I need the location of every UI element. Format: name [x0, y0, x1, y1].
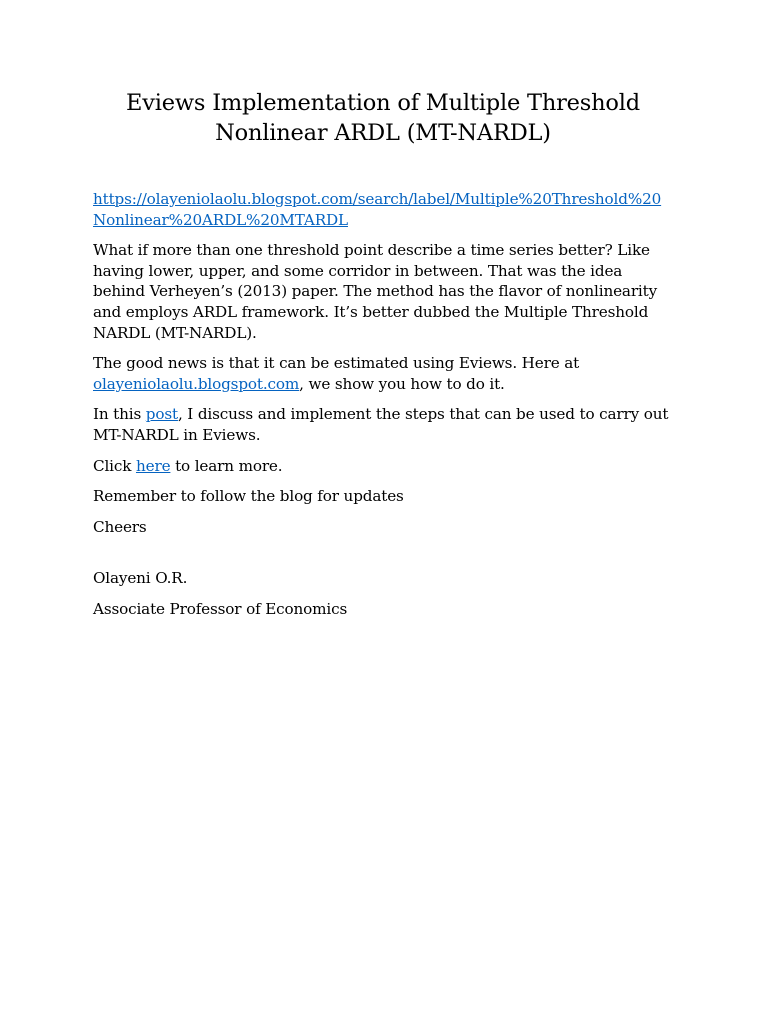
signature-name: Olayeni O.R.: [93, 568, 188, 587]
paragraph-cheers: Cheers: [93, 517, 147, 536]
blog-home-link[interactable]: olayeniolaolu.blogspot.com: [93, 374, 300, 393]
paragraph-post-after: , I discuss and implement the steps that can be used to carry out MT-NARDL in Eviews.: [93, 405, 669, 444]
paragraph-good-news: [93, 353, 673, 394]
signature-title: Associate Professor of Economics: [93, 599, 348, 618]
document-title: Eviews Implementation of Multiple Threshold Nonlinear ARDL (MT-NARDL): [126, 90, 640, 146]
paragraph-click-before: Click: [93, 456, 136, 475]
paragraph-click: [93, 456, 673, 477]
blog-url-link[interactable]: https://olayeniolaolu.blogspot.com/search/label/Multiple%20Threshold%20Nonlinear%20ARDL%20MTARDL: [93, 190, 662, 229]
paragraph-click-after: to learn more.: [170, 456, 283, 475]
blank-line: [93, 547, 673, 568]
post-link[interactable]: post: [145, 405, 178, 424]
paragraph-good-news-after: , we show you how to do it.: [299, 374, 505, 393]
paragraph-post: [93, 404, 673, 445]
paragraph-good-news-before: The good news is that it can be estimated using Eviews. Here at: [93, 354, 580, 373]
url-paragraph: [93, 189, 673, 230]
document-body: [93, 189, 673, 629]
paragraph-post-before: In this: [93, 405, 146, 424]
here-link[interactable]: here: [135, 456, 171, 475]
paragraph-follow: Remember to follow the blog for updates: [93, 487, 404, 506]
paragraph-intro: What if more than one threshold point describe a time series better? Like having lower, upper, and some corridor in between. That was the idea behind Verheyen’s (2013) paper. The method has the flavor of nonlinearity and employs ARDL framework. It’s better dubbed the Multiple Threshold NARDL (MT-NARDL).: [93, 241, 658, 342]
